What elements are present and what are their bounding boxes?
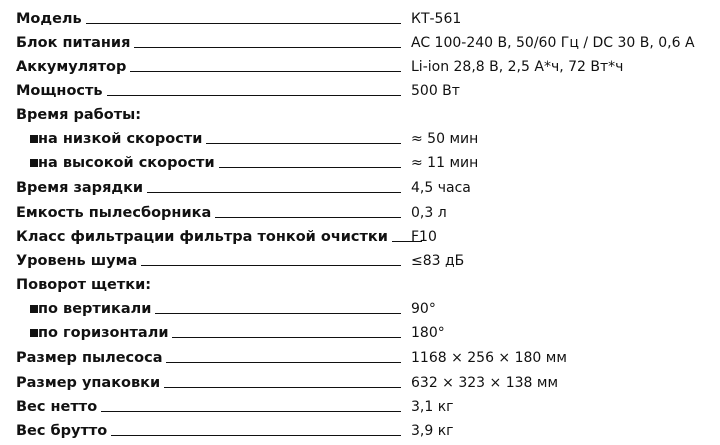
leader-line bbox=[86, 23, 401, 24]
spec-value: AC 100-240 В, 50/60 Гц / DC 30 В, 0,6 А bbox=[411, 35, 695, 51]
spec-row-package-size bbox=[16, 370, 720, 392]
spec-value: Li-ion 28,8 В, 2,5 А*ч, 72 Вт*ч bbox=[411, 59, 624, 75]
leader-line bbox=[147, 192, 401, 193]
spec-value: 632 × 323 × 138 мм bbox=[411, 375, 558, 391]
spec-value: 180° bbox=[411, 325, 445, 341]
leader-line bbox=[166, 362, 401, 363]
spec-value: ≈ 50 мин bbox=[411, 131, 479, 147]
leader-line bbox=[206, 143, 401, 144]
square-bullet-icon bbox=[30, 159, 38, 167]
leader-line bbox=[215, 217, 401, 218]
spec-label: Модель bbox=[16, 11, 82, 27]
leader-line bbox=[164, 387, 401, 388]
spec-row-power-supply bbox=[16, 30, 720, 52]
spec-label: Мощность bbox=[16, 83, 103, 99]
leader-line bbox=[107, 95, 401, 96]
spec-row-model bbox=[16, 6, 720, 28]
spec-value: КТ-561 bbox=[411, 11, 462, 27]
spec-value: ≤83 дБ bbox=[411, 253, 465, 269]
spec-row-battery bbox=[16, 54, 720, 76]
spec-value: 3,1 кг bbox=[411, 399, 454, 415]
spec-row-charge-time bbox=[16, 175, 720, 197]
leader-line bbox=[219, 167, 401, 168]
square-bullet-icon bbox=[30, 135, 38, 143]
spec-label: Уровень шума bbox=[16, 253, 138, 269]
spec-label: по горизонтали bbox=[38, 325, 169, 341]
leader-line bbox=[172, 337, 401, 338]
spec-value: 0,3 л bbox=[411, 205, 447, 221]
spec-value: ≈ 11 мин bbox=[411, 155, 479, 171]
spec-label: Вес нетто bbox=[16, 399, 98, 415]
spec-value: 500 Вт bbox=[411, 83, 460, 99]
spec-row-rotation-vertical bbox=[16, 296, 720, 318]
spec-value: F10 bbox=[411, 229, 437, 245]
spec-heading-brush-rotation bbox=[16, 272, 720, 294]
leader-line bbox=[111, 435, 401, 436]
spec-row-runtime-high bbox=[16, 150, 720, 172]
spec-row-filter-class bbox=[16, 224, 720, 246]
spec-label: на низкой скорости bbox=[38, 131, 203, 147]
spec-label: Вес брутто bbox=[16, 423, 108, 439]
spec-label: Размер упаковки bbox=[16, 375, 161, 391]
spec-label: Размер пылесоса bbox=[16, 350, 163, 366]
spec-value: 1168 × 256 × 180 мм bbox=[411, 350, 567, 366]
spec-value: 4,5 часа bbox=[411, 180, 471, 196]
leader-line bbox=[141, 265, 401, 266]
spec-row-net-weight bbox=[16, 394, 720, 416]
spec-row-power bbox=[16, 78, 720, 100]
spec-row-vacuum-size bbox=[16, 345, 720, 367]
spec-label: Время зарядки bbox=[16, 180, 144, 196]
spec-row-dust-capacity bbox=[16, 200, 720, 222]
square-bullet-icon bbox=[30, 305, 38, 313]
spec-label: по вертикали bbox=[38, 301, 152, 317]
spec-label: Аккумулятор bbox=[16, 59, 127, 75]
spec-row-noise bbox=[16, 248, 720, 270]
leader-line bbox=[134, 47, 401, 48]
spec-row-rotation-horizontal bbox=[16, 320, 720, 342]
spec-row-gross-weight bbox=[16, 418, 720, 440]
spec-label: Время работы: bbox=[16, 107, 142, 123]
spec-label: Поворот щетки: bbox=[16, 277, 152, 293]
spec-label: на высокой скорости bbox=[38, 155, 215, 171]
spec-heading-runtime bbox=[16, 102, 720, 124]
square-bullet-icon bbox=[30, 329, 38, 337]
spec-label: Блок питания bbox=[16, 35, 131, 51]
spec-label: Класс фильтрации фильтра тонкой очистки bbox=[16, 229, 388, 245]
spec-value: 3,9 кг bbox=[411, 423, 454, 439]
spec-value: 90° bbox=[411, 301, 436, 317]
spec-row-runtime-low bbox=[16, 126, 720, 148]
spec-label: Емкость пылесборника bbox=[16, 205, 212, 221]
leader-line bbox=[130, 71, 401, 72]
leader-line bbox=[155, 313, 401, 314]
leader-line bbox=[101, 411, 401, 412]
